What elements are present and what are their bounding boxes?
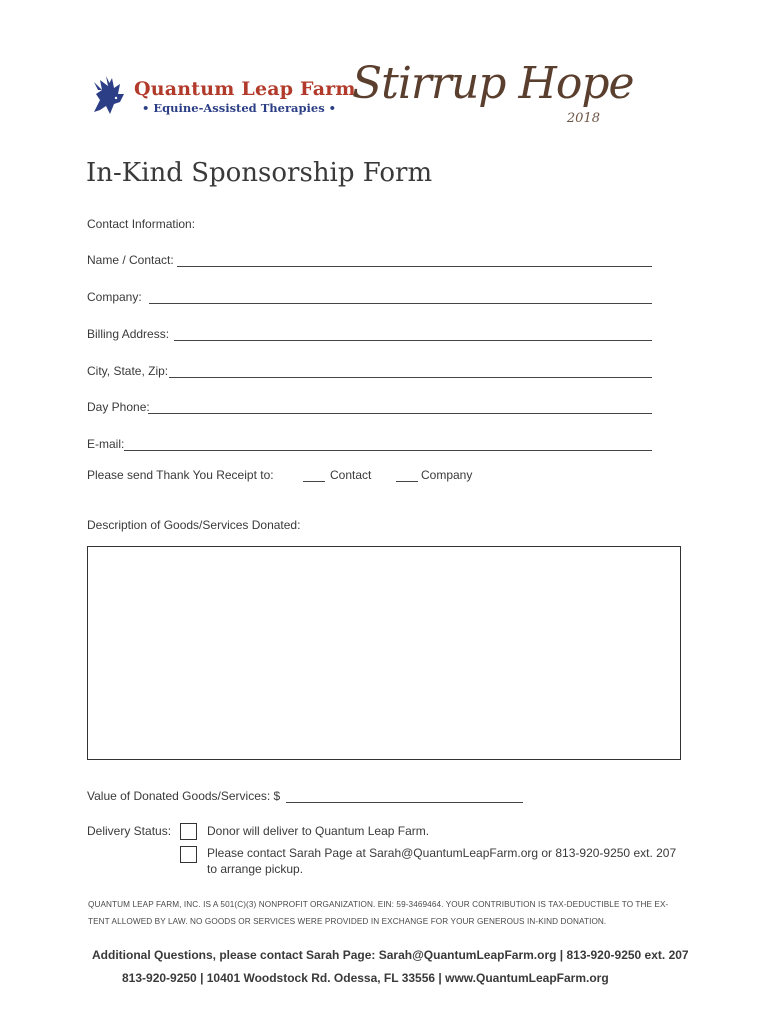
company-label: Company:	[87, 290, 142, 304]
value-label: Value of Donated Goods/Services: $	[87, 789, 281, 803]
receipt-contact-label: Contact	[330, 468, 372, 482]
event-year: 2018	[566, 111, 600, 126]
receipt-company-label: Company	[421, 468, 473, 482]
receipt-contact-blank[interactable]	[303, 481, 325, 482]
company-field[interactable]	[149, 303, 652, 304]
city-label: City, State, Zip:	[87, 364, 169, 378]
form-title: In-Kind Sponsorship Form	[86, 158, 433, 188]
name-label: Name / Contact:	[87, 253, 174, 267]
stirrup-hope-logo	[348, 58, 634, 130]
event-name: Stirrup Hope	[352, 58, 634, 109]
disclaimer-line-2: TENT ALLOWED BY LAW. NO GOODS OR SERVICES WERE PROVIDED IN EXCHANGE FOR YOUR GENEROUS IN-KIND DONATION.	[88, 917, 607, 926]
org-tagline: • Equine-Assisted Therapies •	[142, 101, 337, 115]
disclaimer-line-1: QUANTUM LEAP FARM, INC. IS A 501(C)(3) NONPROFIT ORGANIZATION. EIN: 59-3469464. YOUR CONTRIBUTION IS TAX-DEDUCTIBLE TO THE EX-	[88, 900, 669, 909]
receipt-company-blank[interactable]	[396, 481, 418, 482]
name-field[interactable]	[177, 266, 652, 267]
description-label: Description of Goods/Services Donated:	[87, 518, 301, 532]
phone-label: Day Phone:	[87, 400, 150, 414]
contact-heading: Contact Information:	[87, 217, 196, 231]
winged-horse-icon	[88, 72, 132, 118]
phone-field[interactable]	[148, 413, 652, 414]
email-label: E-mail:	[87, 437, 125, 451]
footer-address-line: 813-920-9250 | 10401 Woodstock Rd. Odessa, FL 33556 | www.QuantumLeapFarm.org	[122, 971, 609, 985]
disclaimer	[88, 896, 688, 930]
receipt-prompt: Please send Thank You Receipt to:	[87, 468, 274, 482]
pickup-checkbox[interactable]	[180, 846, 197, 863]
footer-contact-line: Additional Questions, please contact Sarah Page: Sarah@QuantumLeapFarm.org | 813-920-9250 ext. 207	[92, 948, 689, 962]
delivery-label: Delivery Status:	[87, 824, 172, 838]
value-field[interactable]	[286, 802, 523, 803]
city-field[interactable]	[169, 377, 652, 378]
quantum-leap-farm-logo	[88, 70, 356, 122]
pickup-option: Please contact Sarah Page at Sarah@QuantumLeapFarm.org or 813-920-9250 ext. 207	[207, 846, 677, 860]
deliver-option: Donor will deliver to Quantum Leap Farm.	[207, 824, 430, 838]
org-name: Quantum Leap Farm	[134, 78, 356, 100]
billing-field[interactable]	[174, 340, 652, 341]
email-field[interactable]	[124, 450, 652, 451]
description-box[interactable]	[87, 546, 681, 760]
pickup-option-cont: to arrange pickup.	[207, 862, 304, 876]
deliver-checkbox[interactable]	[180, 823, 197, 840]
billing-label: Billing Address:	[87, 327, 170, 341]
